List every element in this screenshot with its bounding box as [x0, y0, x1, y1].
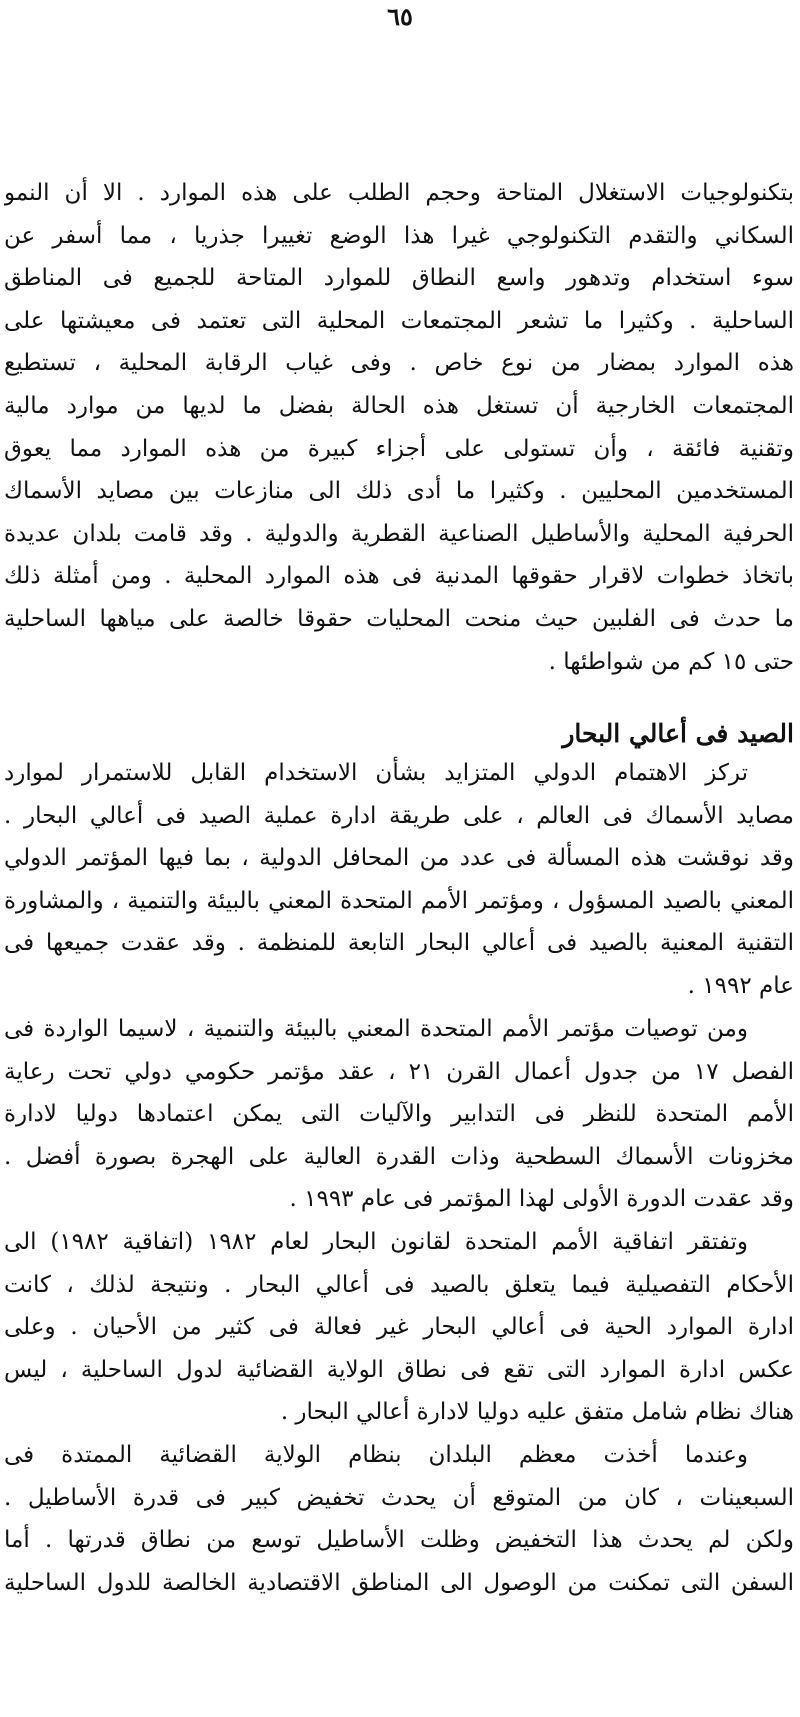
- text-line: وقد عقدت الدورة الأولى لهذا المؤتمر فى عام ١٩٩٣ .: [289, 1186, 794, 1213]
- text-line: المجتمعات الخارجية أن تستغل هذه الحالة بفضل ما لديها من موارد مالية: [4, 392, 794, 419]
- text-line: تركز الاهتمام الدولي المتزايد بشأن الاستخدام القابل للاستمرار لموارد: [4, 760, 748, 786]
- paragraph-intro: [4, 172, 794, 683]
- text-line: سوء استخدام وتدهور واسع النطاق للموارد المتاحة للجميع فى المناطق: [4, 265, 794, 292]
- text-line: ومن توصيات مؤتمر الأمم المتحدة المعني بالبيئة والتنمية ، لاسيما الواردة فى: [4, 1016, 748, 1042]
- text-line: المستخدمين المحليين . وكثيرا ما أدى ذلك الى منازعات بين مصايد الأسماك: [4, 478, 794, 505]
- paragraph-law-of-sea: [4, 1221, 794, 1434]
- text-line: وتفتقر اتفاقية الأمم المتحدة لقانون البحار لعام ١٩٨٢ (اتفاقية ١٩٨٢) الى: [4, 1229, 748, 1255]
- text-line: الأحكام التفصيلية فيما يتعلق بالصيد فى أعالي البحار . ونتيجة لذلك ، كانت: [4, 1271, 794, 1298]
- text-line: بتكنولوجيات الاستغلال المتاحة وحجم الطلب على هذه الموارد . الا أن النمو: [4, 180, 794, 206]
- paragraph-extended-jurisdiction: [4, 1434, 794, 1604]
- text-line: هذه الموارد بمضار من نوع خاص . وفى غياب الرقابة المحلية ، تستطيع: [4, 350, 794, 377]
- text-line: المعني بالصيد المسؤول ، ومؤتمر الأمم المتحدة المعني بالبيئة والتنمية ، والمشاورة: [4, 887, 794, 914]
- text-line: الأمم المتحدة للنظر فى التدابير والآليات التى يمكن اعتمادها دوليا لادارة: [4, 1101, 794, 1128]
- text-line: ادارة الموارد الحية فى أعالي البحار غير فعالة فى كثير من الأحيان . وعلى: [4, 1314, 794, 1341]
- paragraph-unced-recommendations: [4, 1008, 794, 1221]
- text-line: ولكن لم يحدث هذا التخفيض وظلت الأساطيل توسع من نطاق قدرتها . أما: [4, 1527, 794, 1554]
- text-line: مخزونات الأسماك السطحية وذات القدرة العالية على الهجرة بصورة أفضل .: [4, 1143, 794, 1170]
- text-line: حتى ١٥ كم من شواطئها .: [548, 648, 794, 675]
- text-line: مصايد الأسماك فى العالم ، على طريقة ادارة عملية الصيد فى أعالي البحار .: [4, 802, 794, 829]
- text-line: هناك نظام شامل متفق عليه دوليا لادارة أعالي البحار .: [280, 1399, 794, 1426]
- text-line: الفصل ١٧ من جدول أعمال القرن ٢١ ، عقد مؤتمر حكومي دولي تحت رعاية: [4, 1058, 794, 1085]
- text-line: باتخاذ خطوات لاقرار حقوقها المدنية فى هذه الموارد المحلية . ومن أمثلة ذلك: [4, 563, 794, 590]
- text-line: وقد نوقشت هذه المسألة فى عدد من المحافل الدولية ، بما فيها المؤتمر الدولي: [4, 845, 794, 872]
- text-line: وتقنية فائقة ، وأن تستولى على أجزاء كبيرة من هذه الموارد مما يعوق: [4, 435, 794, 462]
- text-line: السبعينات ، كان من المتوقع أن يحدث تخفيض كبير فى قدرة الأساطيل .: [4, 1484, 794, 1511]
- text-line: عكس ادارة الموارد التى تقع فى نطاق الولاية القضائية لدول الساحلية ، ليس: [4, 1356, 794, 1383]
- page-number: ٦٥: [387, 2, 413, 31]
- text-line: التقنية المعنية بالصيد فى أعالي البحار التابعة للمنظمة . وقد عقدت جميعها فى: [4, 930, 794, 957]
- text-line: ما حدث فى الفلبين حيث منحت المحليات حقوقا خالصة على مياهها الساحلية: [4, 605, 794, 632]
- text-line: الساحلية . وكثيرا ما تشعر المجتمعات المحلية التى تعتمد فى معيشتها على: [4, 307, 794, 334]
- text-line: الحرفية المحلية والأساطيل الصناعية القطرية والدولية . وقد قامت بلدان عديدة: [4, 520, 794, 547]
- text-line: عام ١٩٩٢ .: [687, 972, 794, 999]
- paragraph-high-seas-intro: [4, 752, 794, 1008]
- text-line: السفن التى تمكنت من الوصول الى المناطق الاقتصادية الخالصة للدول الساحلية: [4, 1569, 794, 1596]
- text-line: السكاني والتقدم التكنولوجي غيرا هذا الوضع تغييرا جذريا ، مما أسفر عن: [4, 222, 794, 249]
- section-heading: الصيد فى أعالي البحار: [562, 719, 794, 748]
- text-line: وعندما أخذت معظم البلدان بنظام الولاية القضائية الممتدة فى: [4, 1442, 748, 1468]
